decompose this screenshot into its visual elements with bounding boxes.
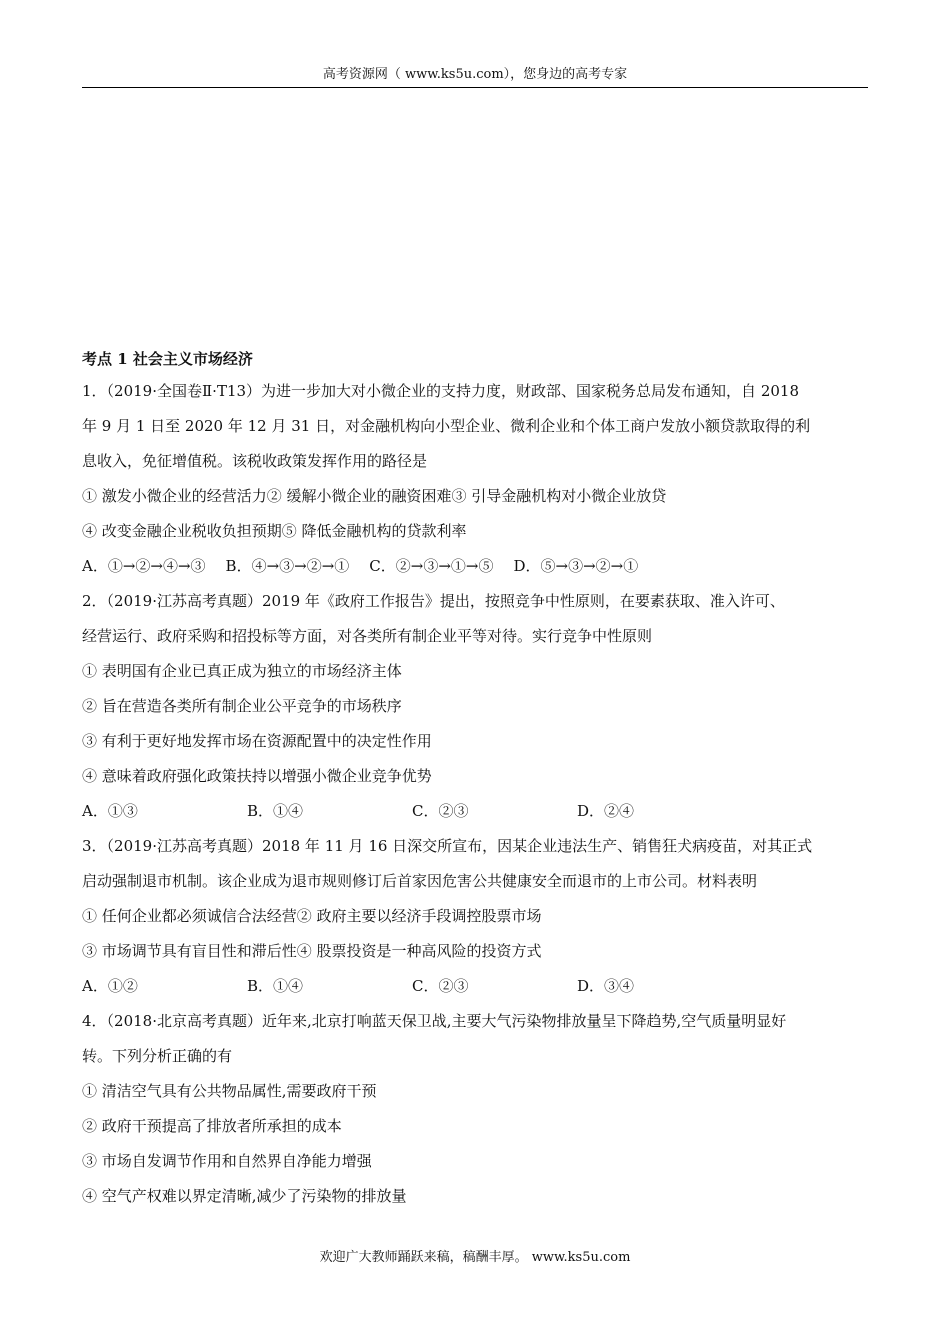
choice-d: D．②④ [577, 802, 635, 820]
option-statement: ③ 市场自发调节作用和自然界自净能力增强 [82, 1152, 372, 1170]
question-2 [82, 584, 872, 829]
option-statement: ④ 空气产权难以界定清晰,减少了污染物的排放量 [82, 1187, 407, 1205]
option-statement: ① 任何企业都必须诚信合法经营② 政府主要以经济手段调控股票市场 [82, 907, 542, 925]
question-stem-line: 启动强制退市机制。该企业成为退市规则修订后首家因危害公共健康安全而退市的上市公司。材料表明 [82, 872, 758, 890]
option-statement: ① 清洁空气具有公共物品属性,需要政府干预 [82, 1082, 377, 1100]
question-stem-line: 3．（2019·江苏高考真题）2018 年 11 月 16 日深交所宣布，因某企业违法生产、销售狂犬病疫苗，对其正式 [82, 837, 813, 855]
question-stem-line: 转。下列分析正确的有 [82, 1047, 233, 1065]
choice-a: A．①② [82, 977, 138, 995]
choice-b: B．①④ [247, 802, 304, 820]
answer-choices [82, 549, 872, 584]
page-header: 高考资源网（ www.ks5u.com），您身边的高考专家 [322, 67, 628, 82]
question-stem-line: 4．（2018·北京高考真题）近年来,北京打响蓝天保卫战,主要大气污染物排放量呈下降趋势,空气质量明显好 [82, 1012, 787, 1030]
choice-c: C．②→③→①→⑤ [369, 557, 494, 575]
choice-b: B．①④ [247, 977, 304, 995]
question-stem-line: 1．（2019·全国卷Ⅱ·T13）为进一步加大对小微企业的支持力度，财政部、国家税务总局发布通知，自 2018 [82, 382, 799, 400]
choice-d: D．③④ [577, 977, 635, 995]
question-stem-line: 息收入，免征增值税。该税收政策发挥作用的路径是 [82, 452, 428, 470]
choice-a: A．①③ [82, 802, 138, 820]
choice-b: B．④→③→②→① [225, 557, 350, 575]
choice-d: D．⑤→③→②→① [513, 557, 639, 575]
question-stem-line: 2．（2019·江苏高考真题）2019 年《政府工作报告》提出，按照竞争中性原则，在要素获取、准入许可、 [82, 592, 785, 610]
question-stem-line: 经营运行、政府采购和招投标等方面，对各类所有制企业平等对待。实行竞争中性原则 [82, 627, 653, 645]
question-3 [82, 829, 872, 1004]
option-statement: ④ 意味着政府强化政策扶持以增强小微企业竞争优势 [82, 767, 432, 785]
answer-choices [82, 969, 872, 1004]
question-stem-line: 年 9 月 1 日至 2020 年 12 月 31 日，对金融机构向小型企业、微利企业和个体工商户发放小额贷款取得的利 [82, 417, 811, 435]
option-statement: ③ 市场调节具有盲目性和滞后性④ 股票投资是一种高风险的投资方式 [82, 942, 542, 960]
option-statement: ② 政府干预提高了排放者所承担的成本 [82, 1117, 342, 1135]
option-statement: ④ 改变金融企业税收负担预期⑤ 降低金融机构的贷款利率 [82, 522, 467, 540]
choice-c: C．②③ [412, 977, 469, 995]
document-body [82, 348, 872, 1214]
option-statement: ③ 有利于更好地发挥市场在资源配置中的决定性作用 [82, 732, 432, 750]
page-footer: 欢迎广大教师踊跃来稿，稿酬丰厚。 www.ks5u.com [319, 1250, 631, 1265]
answer-choices [82, 794, 872, 829]
header-divider [82, 87, 868, 88]
option-statement: ① 表明国有企业已真正成为独立的市场经济主体 [82, 662, 402, 680]
option-statement: ② 旨在营造各类所有制企业公平竞争的市场秩序 [82, 697, 402, 715]
choice-c: C．②③ [412, 802, 469, 820]
option-statement: ① 激发小微企业的经营活力② 缓解小微企业的融资困难③ 引导金融机构对小微企业放贷 [82, 487, 667, 505]
question-1 [82, 374, 872, 584]
choice-a: A．①→②→④→③ [82, 557, 206, 575]
question-4 [82, 1004, 872, 1214]
section-title: 考点 1 社会主义市场经济 [82, 350, 253, 368]
